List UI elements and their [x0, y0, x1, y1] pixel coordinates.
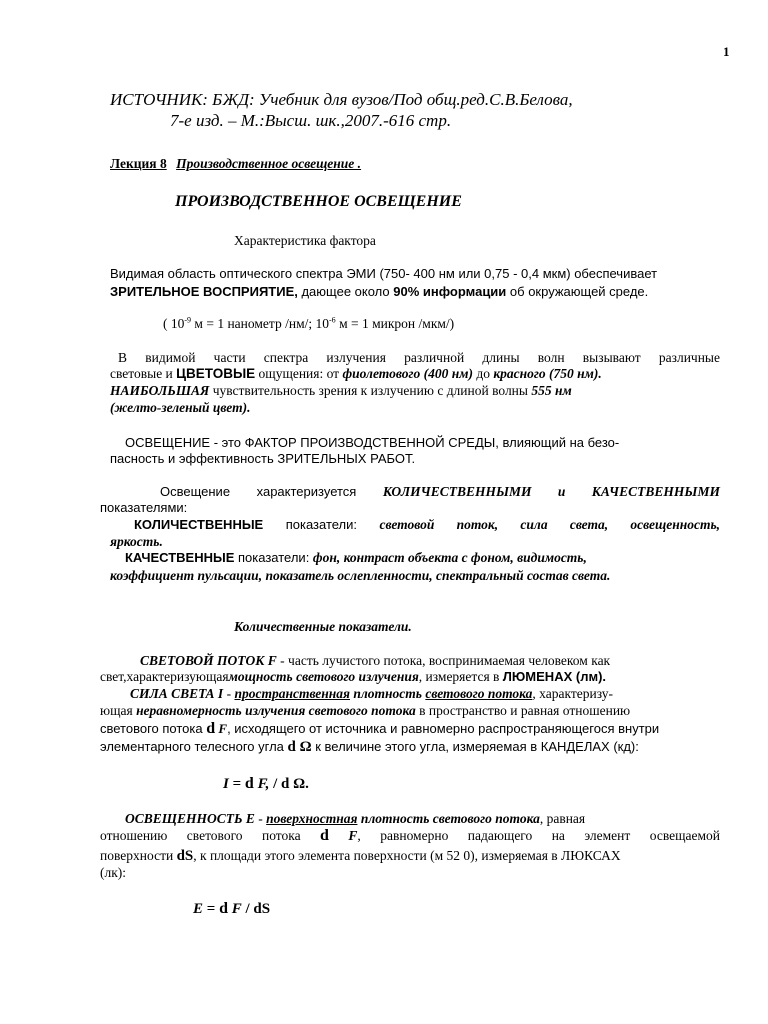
units-part-b: м = 1 нанометр /нм/; 10: [191, 316, 330, 331]
p2-line-1: В видимой части спектра излучения различной длины волн вызывают различные: [118, 350, 720, 365]
violet-term: фиолетового: [342, 366, 421, 381]
p5-line-2: [100, 669, 606, 685]
section-title: Характеристика фактора: [234, 233, 376, 248]
p6-dash: -: [223, 686, 235, 701]
p6-text-l1-end: , характеризу-: [532, 686, 614, 701]
formula1-i: I: [223, 776, 229, 792]
luminous-flux-term: СВЕТОВОЙ ПОТОК F: [140, 653, 277, 668]
p1-text-end: об окружающей среде.: [506, 284, 649, 299]
p6-text-l3a: светового потока: [100, 721, 207, 736]
formula-illuminance: [193, 900, 270, 918]
surface-term: поверхностная: [266, 811, 358, 826]
formula2-eq: =: [203, 901, 220, 917]
luminous-intensity-term: СИЛА СВЕТА I: [130, 686, 224, 701]
surface-element-symbol: dS: [176, 848, 194, 864]
source-line-2: 7-е изд. – М.:Высш. шк.,2007.-616 стр.: [170, 111, 452, 130]
qualitative-term: КАЧЕСТВЕННЫЕ: [125, 550, 235, 565]
radiation-power-term: мощность светового излучения: [228, 669, 419, 684]
p1-line-1: Видимая область оптического спектра ЭМИ (750- 400 нм или 0,75 - 0,4 мкм) обеспечивает: [110, 266, 658, 281]
formula1-f: F,: [253, 776, 274, 792]
lecture-header: [110, 156, 361, 172]
p1-text: дающее около: [297, 284, 394, 299]
units-part-c: м = 1 микрон /мкм/): [335, 316, 455, 331]
formula2-ds: dS: [253, 901, 271, 917]
p4-text-a: Освещение характеризуется: [160, 484, 383, 499]
p5-text-a: свет,характеризующая: [100, 669, 229, 684]
p7-line-2: [100, 827, 720, 845]
qualitative-list: фон, контраст объекта с фоном, видимость,: [312, 550, 587, 565]
p6-text-l2c: в пространство и равная отношению: [415, 703, 631, 718]
visual-perception-term: ЗРИТЕЛЬНОЕ ВОСПРИЯТИЕ,: [110, 284, 298, 299]
lecture-topic: Производственное освещение .: [176, 156, 362, 171]
lumen-unit: ЛЮМЕНАХ (лм).: [502, 669, 607, 684]
p7-dash: -: [254, 811, 267, 826]
p6-text-l2a: ющая: [100, 703, 137, 718]
quantitative-term: КОЛИЧЕСТВЕННЫЕ: [134, 517, 264, 532]
p7-text-l1-end: , равная: [539, 811, 586, 826]
page-number: 1: [723, 44, 730, 59]
units-part-a: ( 10: [163, 316, 185, 331]
formula1-denominator: / d Ω: [273, 776, 306, 792]
formula1-d: d: [244, 775, 254, 792]
p6-text-l4a: элементарного телесного угла: [100, 739, 288, 754]
main-title: ПРОИЗВОДСТВЕННОЕ ОСВЕЩЕНИЕ: [175, 193, 462, 210]
subheading: Количественные показатели.: [234, 619, 412, 634]
formula2-e: E: [193, 901, 204, 917]
p3-line-2: пасность и эффективность ЗРИТЕЛЬНЫХ РАБОТ.: [110, 451, 416, 466]
p7-text-l2d: , равномерно падающего на элемент освещаемой: [357, 828, 720, 843]
p2-text-f: до: [472, 366, 494, 381]
p5-text-l1: - часть лучистого потока, воспринимаемая человеком как: [276, 653, 611, 668]
units-exp-1: -9: [184, 315, 192, 325]
information-share: 90% информации: [393, 284, 507, 299]
violet-wavelength: (400 нм): [420, 366, 473, 381]
p6-text-l3d: , исходящего от источника и равномерно распространяющегося внутри: [227, 721, 660, 736]
differential-d: d: [206, 720, 216, 737]
formula1-dot: .: [305, 776, 309, 792]
formula1-eq: =: [228, 776, 245, 792]
color-term: ЦВЕТОВЫЕ: [176, 366, 256, 381]
p2-text-a: световые и: [110, 366, 177, 381]
p7-text-l2a: отношению светового потока: [100, 828, 321, 843]
spatial-term: пространственная: [234, 686, 350, 701]
flux-density-term: плотность светового потока: [360, 811, 540, 826]
p7-flux-symbol: F: [328, 828, 358, 843]
p1-line-2: [110, 284, 648, 299]
p7-text-l3a: поверхности: [100, 848, 177, 863]
source-line-1: ИСТОЧНИК: БЖД: Учебник для вузов/Под общ.ред.С.В.Белова,: [110, 90, 573, 109]
highest-term: НАИБОЛЬШАЯ: [110, 383, 210, 398]
formula2-slash: /: [241, 901, 254, 917]
p2-line-3: [110, 383, 572, 399]
nonuniformity-term: неравномерность излучения светового потока: [136, 703, 416, 718]
p2-line-4: (желто-зеленый цвет).: [110, 400, 251, 415]
p7-line-4: (лк):: [100, 865, 127, 880]
flux-term-underlined: светового потока: [425, 686, 533, 701]
p6-line-3: [100, 720, 659, 738]
p4-line-3: [110, 517, 720, 533]
p4-text-l5: показатели:: [234, 550, 313, 565]
formula-intensity: [223, 775, 309, 793]
p4-line-2: показателями:: [100, 500, 188, 515]
p7-line-3: [100, 848, 621, 865]
p6-line-4: [100, 739, 639, 756]
density-term: плотность: [353, 686, 422, 701]
p2-line-2: [110, 366, 602, 382]
formula2-f: F: [227, 901, 242, 917]
p4-line-4: яркость.: [110, 534, 163, 549]
illuminance-term: ОСВЕЩЕННОСТЬ Е: [125, 811, 255, 826]
p3-line-1: ОСВЕЩЕНИЕ - это ФАКТОР ПРОИЗВОДСТВЕННОЙ СРЕДЫ, влияющий на безо-: [125, 435, 620, 450]
p4-line-1: [110, 484, 720, 500]
solid-angle-symbol: d Ω: [287, 739, 312, 755]
p6-line-2: [100, 703, 630, 719]
red-wavelength: (750 нм).: [545, 366, 602, 381]
peak-wavelength: 555 нм: [531, 383, 572, 398]
p6-line-1: [130, 686, 613, 702]
units-line: [163, 316, 454, 332]
formula2-d: d: [219, 900, 228, 917]
lecture-label: Лекция 8: [110, 156, 167, 171]
flux-symbol: F: [215, 721, 228, 736]
p2-text-c: ощущения: от: [255, 366, 343, 381]
p4-line-6: коэффициент пульсации, показатель ослепленности, спектральный состав света.: [110, 568, 611, 583]
p5-line-1: [140, 653, 610, 669]
p7-text-l3c: , к площади этого элемента поверхности (м 52 0), измеряемая в ЛЮКСАХ: [193, 848, 621, 863]
quantitative-qualitative-term: КОЛИЧЕСТВЕННЫМИ и КАЧЕСТВЕННЫМИ: [382, 484, 720, 499]
p7-line-1: [125, 811, 585, 827]
p5-text-c: , измеряется в: [418, 669, 503, 684]
red-term: красного: [493, 366, 546, 381]
p6-text-l4c: к величине этого угла, измеряемая в КАНДЕЛАХ (кд):: [311, 739, 639, 754]
p7-differential-d: d: [320, 827, 329, 844]
quantitative-list: световой поток, сила света, освещенность,: [379, 517, 720, 532]
units-exp-2: -6: [329, 315, 336, 325]
p4-text-l3: показатели:: [263, 517, 380, 532]
p4-line-5: [125, 550, 587, 566]
p2-text-l3: чувствительность зрения к излучению с длиной волны: [209, 383, 532, 398]
